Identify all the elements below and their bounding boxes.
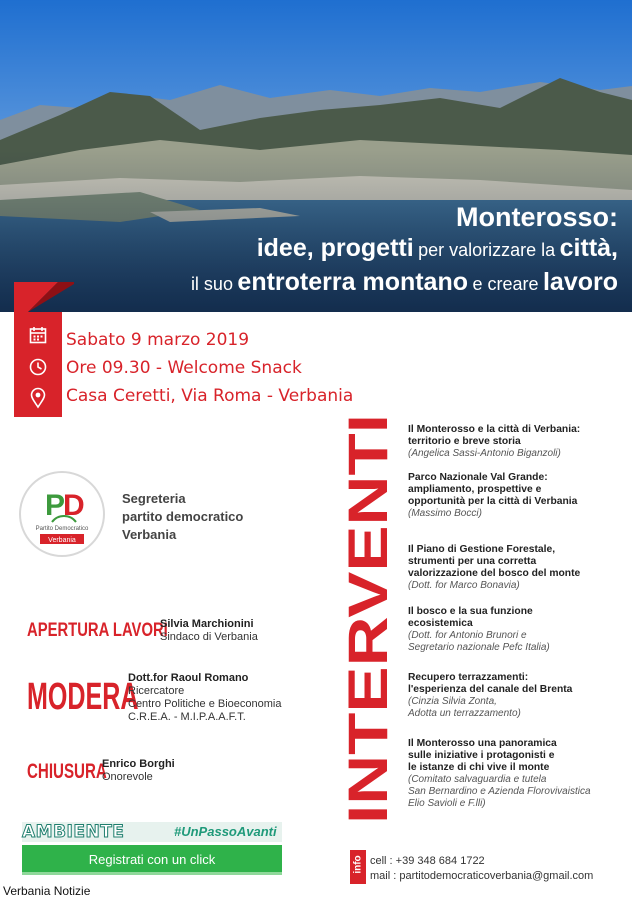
modera-name: Dott.for Raoul Romano [128, 672, 249, 684]
event-icon-bar [14, 312, 62, 417]
talk-title: valorizzazione del bosco del monte [408, 568, 581, 579]
contact-block [370, 854, 593, 884]
talk-title: Il Monterosso una panoramica [408, 738, 557, 749]
talk-speaker: (Cinzia Silvia Zonta, [408, 696, 497, 707]
talk-title: ampliamento, prospettive e [408, 484, 542, 495]
headline-work: lavoro [542, 268, 618, 296]
talk-speaker: (Dott. for Antonio Brunori e [408, 630, 527, 641]
event-date: Sabato 9 marzo 2019 [66, 330, 250, 350]
ambiente-wordmark: AMBIENTE [22, 822, 125, 842]
headline-hinterland: entroterra montano [237, 268, 469, 296]
headline-create: e creare [472, 274, 539, 294]
interventi-vertical-title [336, 408, 399, 828]
talk-item [408, 544, 630, 592]
talk-title: le istanze di chi vive il monte [408, 762, 550, 773]
pd-logo [18, 470, 106, 558]
chiusura-label: CHIUSURA [27, 760, 107, 783]
apertura-detail: Sindaco di Verbania [160, 631, 258, 643]
ambiente-banner [22, 822, 282, 842]
source-watermark: Verbania Notizie [3, 884, 91, 898]
talk-speaker: (Dott. for Marco Bonavia) [408, 580, 520, 591]
ribbon-fold [14, 282, 74, 314]
chiusura-speaker [102, 758, 175, 784]
talk-title: Il Monterosso e la città di Verbania: [408, 424, 581, 435]
organizer-line: partito democratico [122, 509, 244, 524]
talk-speaker: Segretario nazionale Pefc Italia) [408, 642, 550, 653]
modera-detail: Ricercatore [128, 685, 185, 697]
calendar-icon [14, 326, 62, 344]
talk-speaker: (Massimo Bocci) [408, 508, 482, 519]
logo-subtitle: Partito Democratico [35, 526, 89, 532]
talk-title: Parco Nazionale Val Grande: [408, 472, 548, 483]
headline-city: città, [559, 234, 618, 262]
talk-title: Il bosco e la sua funzione [408, 606, 533, 617]
organizer-line: Segreteria [122, 491, 186, 506]
headline-valorize: per valorizzare la [418, 240, 556, 260]
apertura-speaker [160, 618, 258, 644]
talk-item [408, 672, 630, 720]
modera-detail: C.R.E.A. - M.I.P.A.A.F.T. [128, 711, 246, 723]
register-button[interactable]: Registrati con un click [22, 845, 282, 875]
event-time: Ore 09.30 - Welcome Snack [66, 358, 302, 378]
hashtag: #UnPassoAvanti [174, 824, 277, 839]
organizer-line: Verbania [122, 527, 177, 542]
logo-p-letter: P [45, 489, 66, 522]
event-place: Casa Ceretti, Via Roma - Verbania [66, 386, 354, 406]
talk-item [408, 606, 630, 654]
clock-icon [14, 358, 62, 376]
modera-detail: Centro Politiche e Bioeconomia [128, 698, 282, 710]
headline-line3 [191, 267, 618, 301]
organizer-block [122, 490, 243, 544]
talk-title: Il Piano di Gestione Forestale, [408, 544, 556, 555]
contact-mail[interactable]: mail : partitodemocraticoverbania@gmail.com [370, 870, 594, 882]
talk-title: strumenti per una corretta [408, 556, 537, 567]
headline-line2 [191, 233, 618, 267]
hero-photo [0, 0, 632, 312]
headline-line1: Monterosso: [456, 202, 618, 232]
talk-title: ecosistemica [408, 618, 473, 629]
info-badge [350, 850, 366, 884]
info-label: info [352, 855, 364, 874]
headline-its: il suo [190, 274, 233, 294]
talk-speaker: Adotta un terrazzamento) [408, 708, 521, 719]
modera-speaker [128, 672, 281, 724]
contact-cell: cell : +39 348 684 1722 [370, 855, 485, 867]
talk-title: opportunità per la città di Verbania [408, 496, 578, 507]
talk-speaker: (Comitato salvaguardia e tutela [408, 774, 547, 785]
modera-label: MODERA [27, 676, 139, 718]
talk-title: l'esperienza del canale del Brenta [408, 684, 573, 695]
logo-city: Verbania [48, 537, 76, 544]
talk-item [408, 472, 630, 520]
interventi-label: INTERVENTI [336, 492, 399, 824]
location-pin-icon [14, 388, 62, 408]
apertura-label: APERTURA LAVORI [27, 620, 168, 641]
apertura-name: Silvia Marchionini [160, 618, 254, 630]
talk-title: territorio e breve storia [408, 436, 521, 447]
talk-title: Recupero terrazzamenti: [408, 672, 529, 683]
chiusura-name: Enrico Borghi [102, 758, 175, 770]
chiusura-detail: Onorevole [102, 771, 153, 783]
talk-title: sulle iniziative i protagonisti e [408, 750, 555, 761]
talk-speaker: (Angelica Sassi-Antonio Biganzoli) [408, 448, 561, 459]
headline-ideas: idee, progetti [256, 234, 414, 262]
talk-speaker: San Bernardino e Azienda Florovivaistica [408, 786, 591, 797]
talk-item [408, 424, 630, 460]
event-headline [191, 202, 618, 301]
talk-item [408, 738, 630, 810]
logo-d-letter: D [63, 489, 85, 522]
talk-speaker: Elio Savioli e F.lli) [408, 798, 486, 809]
